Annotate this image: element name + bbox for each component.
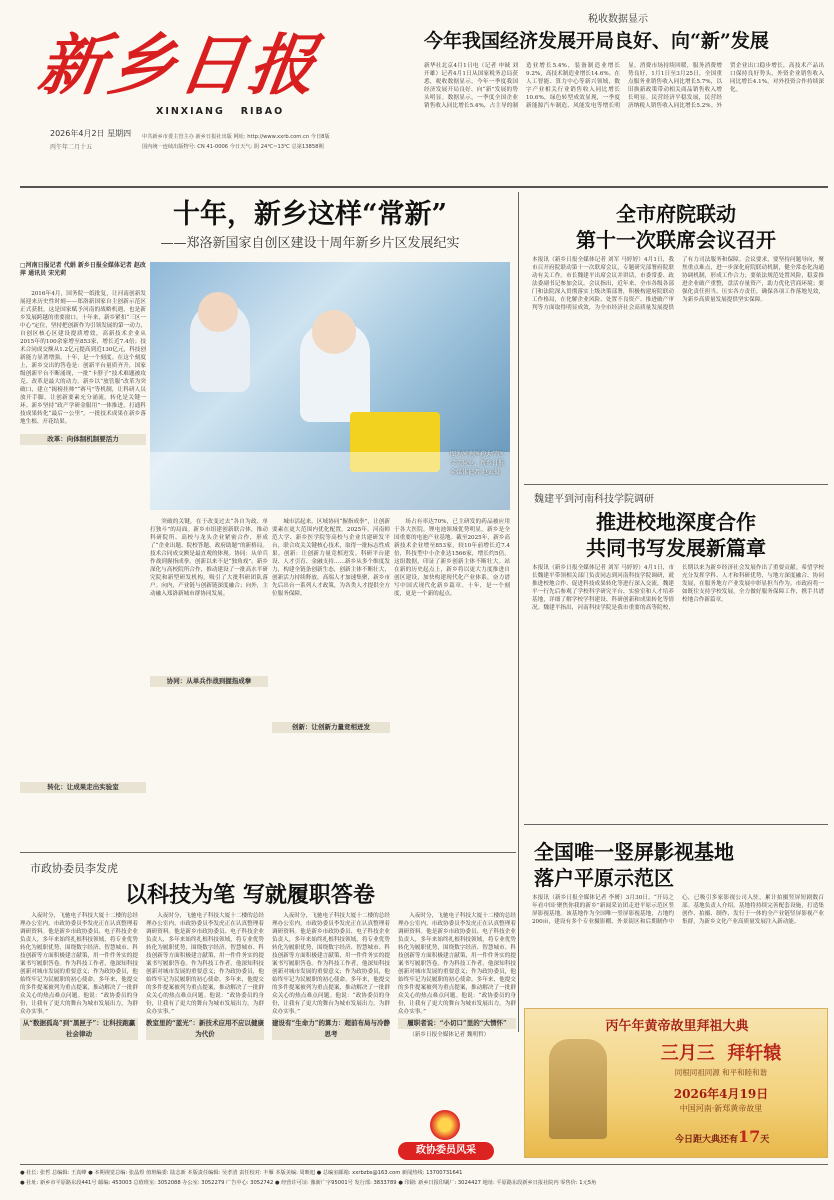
- footer-row1: ● 社长: 张哲 总编辑: 王真峰 ● 本期视觉总编: 张晶煜 值班编委: 陆志新 本版责任编辑: 吴孝清 责任校对: 丰雁 本版美编: 周映旭 ● 总编室邮箱: xxrbzbs@163.com 新闻热线: 13700731641: [20, 1170, 463, 1176]
- lead-body-col1: 2016年4月，国务院一纸批复，让河南创新发展迎来历史性时刻——郑洛新国家自主创新示范区正式获批。这是国家赋予河南的战略机遇，也是新乡发展跨越的重要窗口。十年来，新乡紧扣“三区一中心”定位，坚持把创新作为引领发展的第一动力，自创区核心区建设提质增效，高新技术企业从2015年的100余家增至853家，增长近7.4倍；技术合同成交额从1.2亿元提高到近130亿元，科技创新能力显著增强。十年，是一个刻度。在这个刻度上，新乡交出的答卷是：创新平台量质齐升，国家级创新平台不断涌现，一批“卡脖子”技术难题被攻克。改革是最大的动力。新乡以“放管服”改革为突破口，建立“揭榜挂帅”“赛马”等机制，让科研人员放开手脚，让创新要素充分涌流。转化是关键一环。新乡坚持“政产学研金服用”一体推进，打通科技成果转化“最后一公里”，一批技术成果在新乡落地生根、开花结果。: [20, 291, 146, 425]
- masthead: [28, 0, 400, 188]
- lead-byline: □河南日报记者 代娟 新乡日报全媒体记者 赵改萍 通讯员 宋光莉: [20, 262, 146, 277]
- lead-photo-caption: 图为河南医药大学医学实验室。新乡日报全媒体记者 赵云摄: [450, 451, 505, 476]
- right-article2: [524, 488, 828, 822]
- top-article: [418, 4, 828, 184]
- issue-info: 中共新乡市委主管主办 新乡日报社出版 网址: http://www.xxrb.com.cn 今日8版 国内统一连续出版物号: CN 41-0006 今日天气: 阴 24℃~13℃ 总第13858期: [142, 134, 330, 150]
- section-heading-innovate: 创新：让创新力量竞相迸发: [272, 722, 390, 733]
- right-article2-title1: 推进校地深度合作: [596, 510, 756, 534]
- ad-line: 同根同祖同源 和平和睦和谐: [674, 1068, 768, 1077]
- right-article2-kicker: 魏建平到河南科技学院调研: [534, 494, 654, 505]
- cppcc-logo: 政协委员风采: [398, 1110, 494, 1164]
- right-article3-title2: 落户平原示范区: [534, 866, 674, 890]
- cppcc-emblem-icon: [430, 1110, 460, 1140]
- footer: [20, 1168, 828, 1188]
- ad-date: 2026年4月19日: [673, 1087, 769, 1101]
- ad-place: 中国河南·新郑黄帝故里: [679, 1104, 763, 1113]
- newspaper-logo: 新乡日报: [33, 26, 325, 104]
- right-article2-title2: 共同书写发展新篇章: [586, 536, 766, 560]
- section-heading-collab: 协同：从单兵作战到握指成拳: [150, 676, 268, 687]
- ad-banner: [524, 1008, 828, 1158]
- issue-date: 2026年4月2日 星期四 丙午年二月十五: [50, 129, 132, 151]
- section-heading-reform: 改革：向体制机制要活力: [20, 434, 146, 445]
- bottom-article-body: 入夜时分，飞驰电子科技大厦十二楼的总经理办公室内，市政协委员李发虎正在认真整理着调研资料。他是新乡市政协委员、电子科技企业负责人，多年来始终扎根科技领域，将专业优势转化为履职优势，围绕数字经济、智慧城市、科技创新等方面积极建言献策，用一件件务实的提案书写履职答卷。作为科技工作者，他深知科技创新对城市发展的重要意义；作为政协委员，他始终牢记为民履职的初心使命。多年来，他提交的多件提案被列为重点提案，推动解决了一批群众关心的热点难点问题。他说：“政协委员的身份，让我有了更大的舞台为城市发展出力，为群众办实事。” 从“数据孤岛”到“黑匣子”：让科技跑赢社会律动 入夜时分，飞驰电子科技大厦十二楼的总经理办公室内，市政协委员李发虎正在认真整理着调研资料。他是新乡市政协委员、电子科技企业负责人，多年来始终扎根科技领域，将专业优势转化为履职优势，围绕数字经济、智慧城市、科技创新等方面积极建言献策，用一件件务实的提案书写履职答卷。作为科技工作者，他深知科技创新对城市发展的重要意义；作为政协委员，他始终牢记为民履职的初心使命。多年来，他提交的多件提案被列为重点提案，推动解决了一批群众关心的热点难点问题。他说：“政协委员的身份，让我有了更大的舞台为城市发展出力，为群众办实事。” 教室里的“蓝光”：新技术应用不应以健康为代价 入夜时分，飞驰电子科技大厦十二楼的总经理办公室内，市政协委员李发虎正在认真整理着调研资料。他是新乡市政协委员、电子科技企业负责人，多年来始终扎根科技领域，将专业优势转化为履职优势，围绕数字经济、智慧城市、科技创新等方面积极建言献策，用一件件务实的提案书写履职答卷。作为科技工作者，他深知科技创新对城市发展的重要意义；作为政协委员，他始终牢记为民履职的初心使命。多年来，他提交的多件提案被列为重点提案，推动解决了一批群众关心的热点难点问题。他说：“政协委员的身份，让我有了更大的舞台为城市发展出力，为群众办实事。” 建设有“生命力”的算力：超前布局与冷静思考 入夜时分，飞驰电子科技大厦十二楼的总经理办公室内，市政协委员李发虎正在认真整理着调研资料。他是新乡市政协委员、电子科技企业负责人，多年来始终扎根科技领域，将专业优势转化为履职优势，围绕数字经济、智慧城市、科技创新等方面积极建言献策，用一件件务实的提案书写履职答卷。作为科技工作者，他深知科技创新对城市发展的重要意义；作为政协委员，他始终牢记为民履职的初心使命。多年来，他提交的多件提案被列为重点提案，推动解决了一批群众关心的热点难点问题。他说：“政协委员的身份，让我有了更大的舞台为城市发展出力，为群众办实事。” 履职者说：“小切口”里的“大情怀” （新乡日报全媒体记者 魏明哲）: [20, 913, 516, 1038]
- bottom-article-kicker: 市政协委员李发虎: [30, 862, 118, 875]
- lead-body-col2: 突破的关键，在于改变过去“各自为政、单打独斗”的局面。新乡市组建创新联合体，推动科研院所、高校与龙头企业紧密合作，形成了“企业出题、院校答题、政府助题”的新格局。技术合同成交额是最直观的体现。协同：从单兵作战到握指成拳。创新以来不是“独角戏”。新乡深化与高校院所合作，推动建设了一批高水平研究院和新型研发机构，吸引了大批科研团队落户。向内，产业链与创新链深度融合；向外，主动融入郑洛新城市群协同发展。: [150, 519, 268, 597]
- bottom-article-title: 以科技为笔 写就履职答卷: [125, 882, 375, 908]
- ad-title: 丙午年黄帝故里拜祖大典: [605, 1019, 749, 1034]
- lead-title: 十年，新乡这样“常新”: [172, 199, 448, 230]
- top-article-kicker: 税收数据显示: [588, 14, 648, 25]
- right-article1: [524, 192, 828, 482]
- top-article-title: 今年我国经济发展开局良好、向“新”发展: [424, 30, 769, 52]
- right-article1-body: 本报讯（新乡日报全媒体记者 刘军 马婷婷）4月1日，我市召开府院联动第十一次联席会议，专题研究部署府院联动有关工作。市长魏建平出席会议并讲话，市委常委、政法委副书记参加会议。会议指出，近年来，全市各级各部门和法院深入贯彻落实上级决策部署，积极构建府院联动工作格局，在化解企业风险、处置不良资产、推进破产审判等方面取得明显成效，为全市经济社会高质量发展提供了有力司法服务和保障。会议要求，要坚持问题导向，聚焦重点难点，进一步深化府院联动机制，健全常态化沟通协调机制，形成工作合力；要依法规范处置风险，稳妥推进企业破产重整，盘活存量资产，助力优化营商环境；要强化责任担当，压实各方责任，确保各项工作落地见效，为新乡高质量发展提供坚实保障。: [532, 257, 824, 311]
- newspaper-pinyin: XINXIANG RIBAO: [156, 106, 285, 117]
- top-article-body: 新华社北京4月1日电（记者 申铖 刘开雄）记者4月1日从国家税务总局获悉，税收数据显示，今年一季度我国经济发展开局良好、向“新”发展的势头明显。数据显示，一季度全国企业销售收入同比增长5.4%，占主导的制造业增长5.4%，装备制造业增长9.2%，高技术制造业增长14.6%。在人工智能、算力中心等新兴领域，数字产业相关行业销售收入同比增长10.6%，绿色转型成效显现，一季度新能源汽车制造、风能发电等增长明显。消费市场持续回暖，服务消费增势良好，1月1日至3月25日，全国重点服务业销售收入同比增长5.7%，以旧换新政策带动相关商品销售收入增长明显。民营经济平稳发展，民营经济纳税人销售收入同比增长5.2%。外贸企业出口稳步增长，高技术产品出口保持良好势头，外资企业销售收入同比增长4.1%，对外投资合作持续深化。: [424, 63, 824, 109]
- right-article1-title2: 第十一次联席会议召开: [576, 228, 776, 252]
- ad-statue-icon: [549, 1039, 607, 1139]
- footer-row2: ● 社址: 新乡市平原路东段441号 邮编: 453003 总值班室: 3052088 办公室: 3052279 广告中心: 3052742 ● 经营许可证: 豫新广字95001号 发行部: 3833789 ● 印刷: 新乡日报印刷厂: 3024427 地址: 平原路东段新乡日报社院内 零售价: 1元5角: [20, 1180, 597, 1186]
- right-article3-body: 本报讯（新乡日报全媒体记者 李赟）3月30日，“开局之年看中国·聚焦你我的新乡”新闻采访团走进平原示范区竖屏影视基地。该基地作为全国唯一竖屏影视基地，占地约200亩，建设有多个专业摄影棚、外景街区和后期制作中心，已吸引多家影视公司入驻，累计拍摄竖屏短剧数百部。基地负责人介绍，基地将持续完善配套设施，打造集创作、拍摄、制作、发行于一体的全产业链竖屏影视产业集群，为新乡文化产业高质量发展注入新动能。: [532, 895, 824, 925]
- section-heading-transform: 转化：让成果走出实验室: [20, 782, 146, 793]
- lead-body-col4: 场占有率达70%，已主研发的药品被应用于各大医院。锂电池领域优势明显，新乡是全国重要的电池产业基地。截至2025年，新乡高新技术企业增至853家，较10年前增长近7.4倍，科技型中小企业达1566家，增长约5倍。这组数据，印证了新乡创新主体不断壮大。站在新的历史起点上，新乡将以更大力度推进自创区建设，加快构建现代化产业体系，奋力谱写中国式现代化新乡篇章。十年，是一个刻度，更是一个新的起点。: [394, 519, 510, 597]
- lead-subtitle: ——郑洛新国家自创区建设十周年新乡片区发展纪实: [160, 236, 460, 251]
- ad-countdown: 今日距大典还有17天: [675, 1127, 770, 1146]
- right-article1-title1: 全市府院联动: [616, 202, 736, 226]
- right-article3: [524, 828, 828, 1006]
- ad-slogan: 三月三 拜轩辕: [660, 1043, 782, 1064]
- right-article3-title1: 全国唯一竖屏影视基地: [534, 840, 734, 864]
- lead-body-col3: 城市活起来。区域协同“握指成拳”，让创新要素在更大范围内优化配置。2025年，河南师范大学、新乡医学院等高校与企业共建研发平台，联合攻关关键核心技术，取得一批标志性成果。创新：让创新力量竞相迸发。科研平台建设、人才引育、金融支持……新乡从多个维度发力，构建全链条创新生态，创新主体不断壮大，创新活力持续释放。高端人才加速集聚，新乡市先后出台一系列人才政策，为各类人才提供全方位服务保障。: [272, 519, 390, 597]
- right-article2-body: 本报讯（新乡日报全媒体记者 刘军 马婷婷）4月1日，市长魏建平带领相关部门负责同志到河南科技学院调研，就推进校地合作、促进科技成果转化等进行深入交流。魏建平一行先后参观了学校科学研究平台、实验室和人才培养基地，详细了解学校学科建设、科研创新和成果转化等情况。魏建平指出，河南科技学院是我市重要的高等院校，长期以来为新乡经济社会发展作出了重要贡献。希望学校充分发挥学科、人才和科研优势，与地方深度融合、协同发展，在服务地方产业发展中彰显担当作为。市政府将一如既往支持学校发展，全力做好服务保障工作，携手共谱校地合作新篇章。: [532, 565, 824, 611]
